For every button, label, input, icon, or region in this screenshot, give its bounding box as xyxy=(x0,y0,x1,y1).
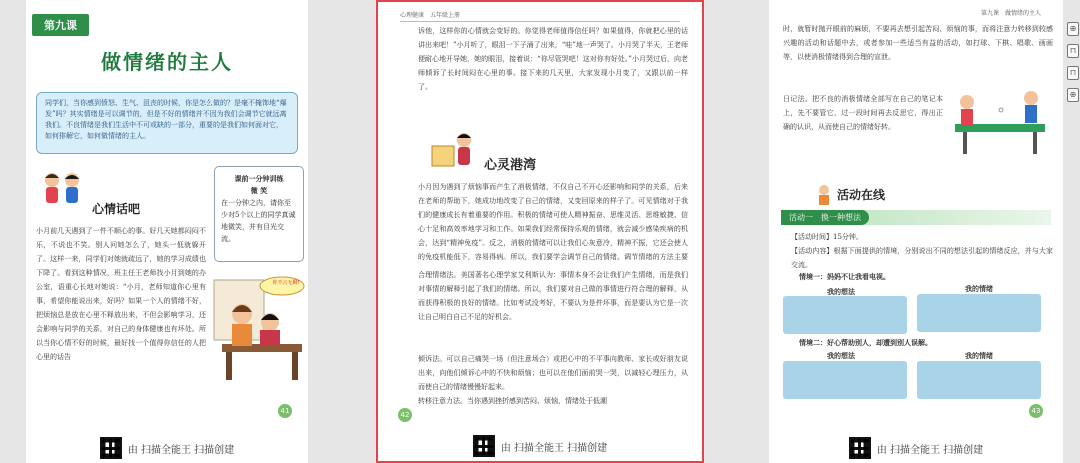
scan-footer xyxy=(769,437,1063,459)
page-number: 41 xyxy=(278,404,292,418)
lesson-tag: 第九课 xyxy=(32,14,89,36)
page-number: 42 xyxy=(398,408,412,422)
intro-box: 同学们，当你感到愤怒、生气、沮丧的时候，你是怎么做的？是毫不掩饰地“爆发”吗？其实情绪是可以调节的，但是不好的情绪并不因为我们会调节它就远离我们。不良情绪是我们生活中不可或缺的一部分，重要的是我们如何面对它，如何排解它，如何做情绪的主人。 xyxy=(36,92,298,154)
thought-field-2[interactable] xyxy=(783,361,907,399)
section-title-mood-talk: 心情话吧 xyxy=(92,202,141,216)
emotion-field-2[interactable] xyxy=(917,361,1041,399)
case-2-label: 情境二：好心帮助别人，却遭到别人误解。 xyxy=(799,339,932,347)
story-continued-text: 诉他，这样你的心情就会变好的。你觉得老师值得信任吗？如果值得，你就把心里的话讲出来吧！”小月听了，眼泪一下子涌了出来，“哇”地一声哭了。小月哭了半天，王老师便耐心地开导她，她的眼泪，接着说：“你尽管哭吧！这对你有好处。”小月哭过后，向老师倾诉了长时间闷在心里的事。接下来的几天里，大家发现小月变了，又跟以前一样了。 xyxy=(418,27,688,91)
paragraph-2: 合理情绪法。美国著名心理学家艾利斯认为：事情本身不会让我们产生情绪，而是我们对事情的解释引起了我们的情绪。所以，我们要对自己做的事情进行符合理的解释，从而获得积极的良好的情绪。比如考试没考好，不要认为是件坏事，而是要认为它是一次让自己明白自己不足的好机会。 xyxy=(418,271,688,321)
exercise-subtitle: 微 笑 xyxy=(250,186,268,195)
add-page-icon[interactable]: ⊕ xyxy=(1067,22,1079,36)
copy-page-icon[interactable]: ⊓ xyxy=(1067,44,1079,58)
page-title: 做情绪的主人 xyxy=(101,50,233,74)
insert-page-icon[interactable]: ⊕ xyxy=(1067,88,1079,102)
scan-footer-text: 由 扫描全能王 扫描创建 xyxy=(876,444,984,456)
diary-method-text: 日记法。把不良的消极情绪全部写在自己的笔记本上，先不要管它，过一段时间再去反思它，得出正确的认识，从而使自己的情绪好转。 xyxy=(783,95,943,131)
running-header: 第九课 做情绪的主人 xyxy=(980,10,1041,17)
exercise-body: 在一分钟之内，请你至少对5个以上的同学真诚地微笑，并有目光交流。 xyxy=(221,199,296,243)
harbor-illustration xyxy=(430,126,476,170)
page-41[interactable] xyxy=(26,0,308,463)
page-number: 43 xyxy=(1029,404,1043,418)
activity-content: 【活动内容】根据下面提供的情境，分别说出不同的想法引起的情绪反应，并与大家交流。 xyxy=(791,247,1053,269)
scan-footer-text: 由 扫描全能王 扫描创建 xyxy=(500,442,608,454)
paragraph-4: 转移注意力法。当你遇到挫折感到苦闷、烦恼，情绪处于低潮 xyxy=(418,397,607,405)
thought-field-1[interactable] xyxy=(783,296,907,334)
paragraph-3: 倾诉法。可以自己痛哭一场（但注意场合）或把心中的不平事向教师、家长或好朋友说出来，向他们倾诉心中的不快和烦恼；也可以在他们面前哭一哭，以减轻心理压力，从而使自己的情绪慢慢好起来。 xyxy=(418,355,688,391)
thought-label-2: 我的想法 xyxy=(827,352,855,360)
running-header: 心理健康 五年级上册 xyxy=(400,10,680,22)
speech-bubble: 你不言无聊! xyxy=(272,280,300,286)
exercise-box xyxy=(214,166,304,262)
emotion-field-1[interactable] xyxy=(917,294,1041,332)
exercise-title: 课前一分钟训练 xyxy=(234,174,284,183)
qr-code-icon xyxy=(473,435,495,457)
emotion-label-1: 我的情绪 xyxy=(965,285,993,293)
study-illustration xyxy=(212,272,308,382)
activity-tag: 活动一 换一种想法 xyxy=(781,210,869,225)
children-illustration xyxy=(40,170,88,210)
activity-mascot-icon xyxy=(815,184,833,206)
paragraph-1: 小月因为遇到了烦恼事而产生了消极情绪，不仅自己不开心还影响和同学的关系，后来在老师的帮助下，她成功地改变了自己的情绪，又变回原来的样子了。可见情绪对于我们的健康成长有着重要的作用。积极的情绪可使人精神振奋、思维灵活、思维敏捷、信心十足和高效率地学习和工作。如果我们经常保持乐观的情绪，就会减少感染疾病的机会，达到“精神免疫”。反之，消极的情绪可以让我们心灰意冷，精神不振，它还会使人的免疫机能低下，容易得病。所以，我们要学会调节自己的情绪。调节情绪的方法主要 xyxy=(418,183,688,261)
section-title-activity-online: 活动在线 xyxy=(837,188,886,202)
scan-footer xyxy=(378,435,702,457)
section-title-soul-harbor: 心灵港湾 xyxy=(484,158,537,173)
story-text: 小月前几天遇到了一件不顺心的事。好几天她都闷闷不乐，不说也不笑。别人问她怎么了，她头一低就躲开了。这样一来，同学们对她就疏远了，她的学习成绩也下降了。看到这种情况，班主任王老师找小月到她的办公室，语重心长地对她说：“小月，老师知道你心里有事，希望你能说出来，好吗？如果一个人的情绪不好，把烦恼总是放在心里不释放出来，不但会影响学习，还会影响与同学的关系，对自己的身体健康也有坏处。所以当你心情不好的时候，最好找一个值得你信任的人把心里的话告 xyxy=(36,227,206,361)
viewer-toolbar xyxy=(1066,22,1080,102)
activity-time: 【活动时间】15分钟。 xyxy=(791,233,863,241)
qr-code-icon xyxy=(849,437,871,459)
emotion-label-2: 我的情绪 xyxy=(965,352,993,360)
case-1-label: 情境一：妈妈不让我看电视。 xyxy=(799,273,890,281)
scan-footer-text: 由 扫描全能王 扫描创建 xyxy=(127,444,235,456)
scan-footer xyxy=(26,437,308,459)
qr-code-icon xyxy=(100,437,122,459)
paragraph-continued: 时，就暂时抛开眼前的麻烦，不要再去想引起苦闷、烦恼的事，而将注意力转移到较感兴趣的活动和话题中去，或者参加一些适当有益的活动，如打球、下棋、唱歌、画画等，以使消极情绪得到合理的宣泄。 xyxy=(783,25,1053,61)
page-43[interactable] xyxy=(769,0,1063,463)
duplicate-page-icon[interactable]: ⊓ xyxy=(1067,66,1079,80)
page-42[interactable] xyxy=(376,0,704,463)
ping-pong-illustration xyxy=(945,88,1055,158)
thought-label-1: 我的想法 xyxy=(827,288,855,296)
